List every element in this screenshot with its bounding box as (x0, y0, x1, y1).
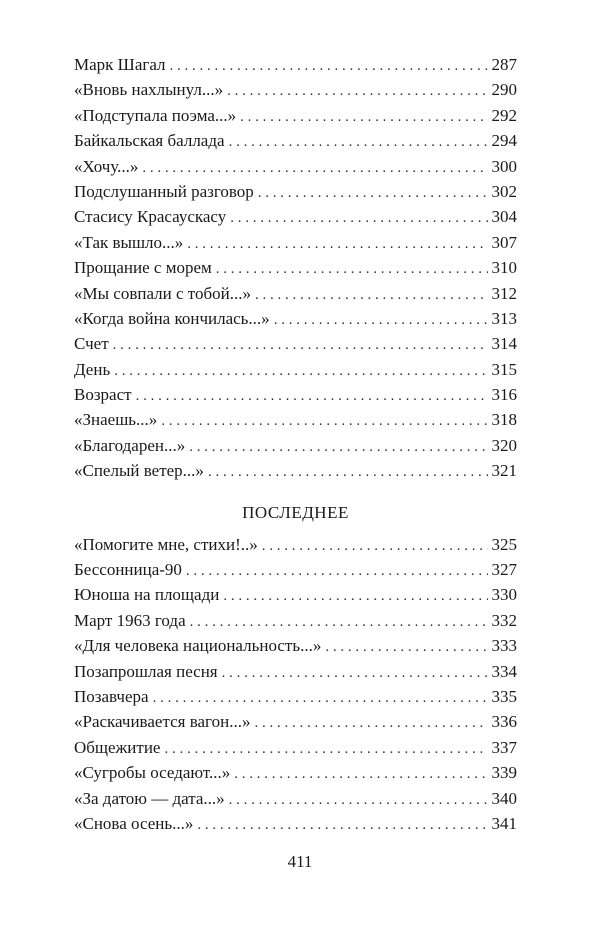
page-number: 411 (287, 852, 313, 871)
toc-dot-leader (262, 534, 488, 559)
toc-entry-title: Позавчера (74, 686, 149, 706)
toc-entry-page: 310 (491, 258, 517, 278)
toc-entry-page: 335 (491, 686, 517, 706)
toc-entry-page: 300 (491, 156, 517, 176)
toc-dot-leader (113, 333, 488, 358)
toc-dot-leader (153, 686, 488, 711)
toc-entry-page: 312 (491, 283, 517, 303)
toc-entry-title: Возраст (74, 385, 132, 405)
toc-entry-title: «Хочу...» (74, 156, 139, 176)
toc-dot-leader (170, 54, 488, 79)
toc-dot-leader (229, 788, 488, 813)
toc-entry-page: 292 (491, 105, 517, 125)
toc-entry-title: Юноша на площади (74, 585, 220, 605)
toc-entry-page: 294 (491, 131, 517, 151)
toc-entry-title: Байкальская баллада (74, 131, 225, 151)
toc-entry (74, 128, 517, 153)
toc-list (74, 532, 517, 837)
toc-dot-leader (208, 460, 488, 485)
toc-entry-page: 318 (491, 410, 517, 430)
toc-entry-title: День (74, 359, 111, 379)
toc-entry-title: «Раскачивается вагон...» (74, 712, 251, 732)
toc-entry-page: 321 (491, 461, 517, 481)
toc-entry-title: Марк Шагал (74, 55, 166, 74)
toc-entry (74, 52, 517, 77)
toc-dot-leader (114, 359, 487, 384)
toc-entry-page: 334 (491, 661, 517, 681)
toc-dot-leader (254, 711, 487, 736)
toc-entry-title: «Сугробы оседают...» (74, 763, 231, 783)
toc-entry-page: 332 (491, 610, 517, 630)
toc-entry-title: Позапрошлая песня (74, 661, 218, 681)
toc-entry (74, 608, 517, 633)
toc-dot-leader (216, 257, 488, 282)
toc-entry-title: Подслушанный разговор (74, 181, 254, 201)
toc-entry-page: 290 (491, 80, 517, 100)
toc-entry-title: «Для человека национальность...» (74, 636, 322, 656)
toc-entry-page: 339 (491, 763, 517, 783)
toc-entry-page: 336 (491, 712, 517, 732)
toc-entry-title: «Вновь нахлынул...» (74, 80, 224, 100)
toc-entry-title: «Спелый ветер...» (74, 461, 204, 481)
toc-entry (74, 306, 517, 331)
toc-entry-page: 314 (491, 334, 517, 354)
toc-dot-leader (186, 559, 488, 584)
toc-entry-title: Общежитие (74, 737, 161, 757)
toc-dot-leader (197, 813, 487, 838)
toc-dot-leader (274, 308, 488, 333)
toc-dot-leader (229, 130, 488, 155)
toc-entry-title: «Так вышло...» (74, 232, 184, 252)
toc-dot-leader (190, 610, 488, 635)
toc-entry-title: «Когда война кончилась...» (74, 308, 270, 328)
toc-list (74, 52, 517, 484)
toc-entry (74, 255, 517, 280)
toc-entry-title: «Благодарен...» (74, 435, 186, 455)
toc-entry (74, 357, 517, 382)
toc-dot-leader (258, 181, 488, 206)
toc-dot-leader (142, 156, 487, 181)
toc-entry (74, 582, 517, 607)
toc-entry-page: 330 (491, 585, 517, 605)
toc-entry-page: 313 (491, 308, 517, 328)
toc-entry (74, 760, 517, 785)
toc-entry (74, 458, 517, 483)
toc-entry-title: Стасису Красаускасу (74, 207, 227, 227)
toc-dot-leader (136, 384, 488, 409)
toc-dot-leader (223, 584, 487, 609)
toc-entry-title: Март 1963 года (74, 610, 186, 630)
toc-dot-leader (161, 409, 487, 434)
toc-entry-page: 337 (491, 737, 517, 757)
toc-entry (74, 786, 517, 811)
toc-entry-page: 327 (491, 560, 517, 580)
toc-entry-page: 333 (491, 636, 517, 656)
toc-entry-page: 316 (491, 385, 517, 405)
toc-entry-page: 304 (491, 207, 517, 227)
toc-entry (74, 633, 517, 658)
toc-entry (74, 709, 517, 734)
toc-entry (74, 407, 517, 432)
toc-entry-page: 341 (491, 813, 517, 833)
toc-entry-title: Прощание с морем (74, 258, 212, 278)
toc-entry (74, 103, 517, 128)
toc-dot-leader (325, 635, 487, 660)
toc-dot-leader (187, 232, 487, 257)
toc-entry (74, 433, 517, 458)
toc-entry (74, 811, 517, 836)
toc-dot-leader (240, 105, 487, 130)
toc-entry-page: 325 (491, 534, 517, 554)
toc-entry-page: 315 (491, 359, 517, 379)
toc-entry (74, 659, 517, 684)
toc-dot-leader (227, 79, 487, 104)
toc-dot-leader (189, 435, 487, 460)
toc-entry-title: Бессонница-90 (74, 560, 182, 580)
toc-entry-page: 287 (491, 55, 517, 74)
toc-entry (74, 735, 517, 760)
toc-dot-leader (222, 661, 488, 686)
toc-entry (74, 154, 517, 179)
toc-entry (74, 684, 517, 709)
toc-entry (74, 230, 517, 255)
table-of-contents (74, 52, 517, 836)
toc-entry-title: «Подступала поэма...» (74, 105, 237, 125)
toc-entry-title: Счет (74, 334, 109, 354)
toc-entry (74, 77, 517, 102)
toc-entry (74, 281, 517, 306)
toc-entry-title: «Знаешь...» (74, 410, 158, 430)
toc-dot-leader (234, 762, 487, 787)
toc-entry (74, 204, 517, 229)
toc-entry-title: «Мы совпали с тобой...» (74, 283, 251, 303)
toc-entry (74, 382, 517, 407)
section-heading: ПОСЛЕДНЕЕ (242, 502, 349, 522)
toc-entry-page: 340 (491, 788, 517, 808)
toc-entry-title: «Помогите мне, стихи!..» (74, 534, 258, 554)
toc-entry-page: 307 (491, 232, 517, 252)
toc-dot-leader (230, 206, 487, 231)
toc-entry (74, 179, 517, 204)
toc-entry-title: «За датою — дата...» (74, 788, 225, 808)
toc-dot-leader (164, 737, 487, 762)
toc-entry (74, 331, 517, 356)
toc-dot-leader (255, 283, 488, 308)
toc-entry-page: 320 (491, 435, 517, 455)
toc-entry (74, 532, 517, 557)
toc-entry-page: 302 (491, 181, 517, 201)
toc-entry-title: «Снова осень...» (74, 813, 194, 833)
toc-entry (74, 557, 517, 582)
